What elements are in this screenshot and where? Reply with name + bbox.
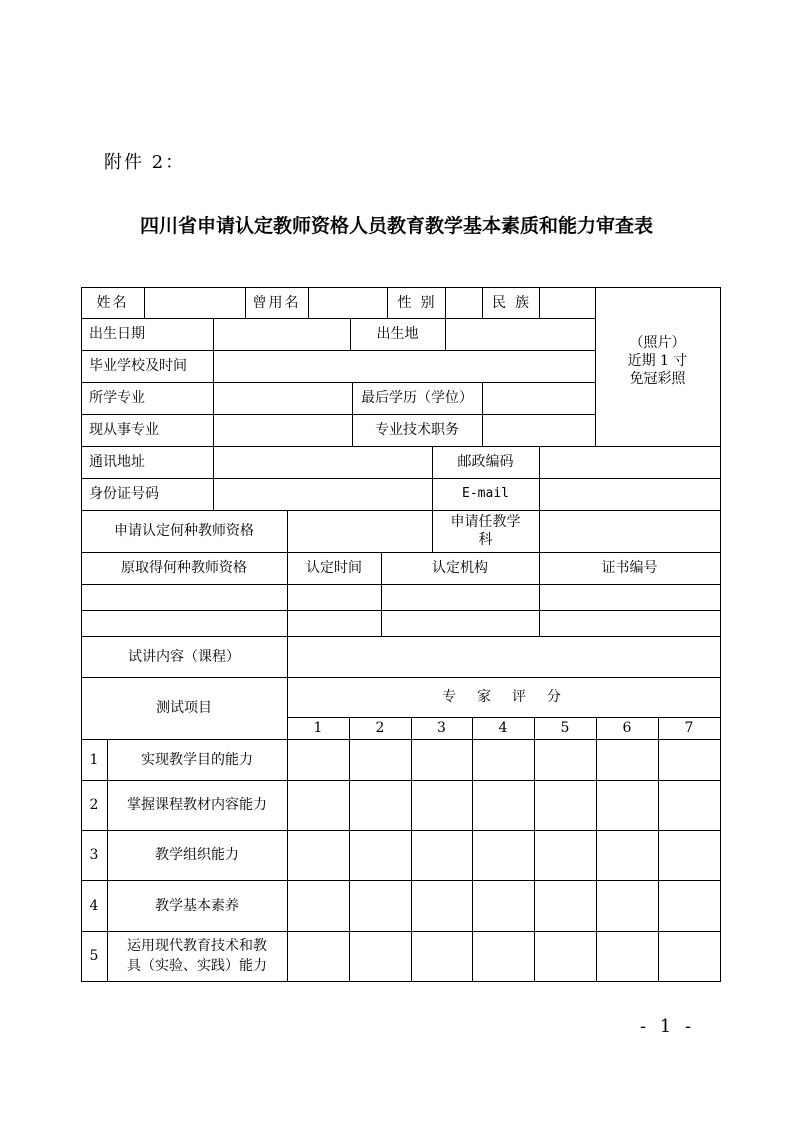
photo-label: （照片） [629,335,686,351]
item-number: 5 [89,948,99,964]
apply-subject-field[interactable] [539,510,720,552]
expert-score-header: 专 家 评 分 [442,689,565,705]
certifying-body-field[interactable] [381,584,539,610]
apply-qualification-field[interactable] [287,510,432,552]
photo-placeholder [595,318,720,414]
address-label: 通讯地址 [89,454,145,470]
table-border-line [658,717,659,982]
certified-time-field[interactable] [287,584,381,610]
birthplace-label: 出生地 [376,326,419,342]
name-label: 姓名 [96,295,129,311]
highest-degree-field[interactable] [482,382,595,414]
apply-subject-label-line: 申请任教学 [450,514,521,530]
trial-lecture-field[interactable] [287,636,720,677]
apply-subject-label-line: 科 [478,532,493,548]
email-field[interactable] [539,478,720,510]
form-title: 四川省申请认定教师资格人员教育教学基本素质和能力审查表 [139,215,653,237]
gender-field[interactable] [445,287,482,319]
current-profession-label: 现从事专业 [89,422,159,438]
item-label: 教学基本素养 [155,897,239,914]
certificate-number-field[interactable] [539,584,720,610]
birthplace-field[interactable] [445,318,595,350]
attachment-label: 附件 2： [104,152,186,173]
certified-time-header: 认定时间 [306,560,362,576]
current-profession-field[interactable] [213,414,352,446]
highest-degree-label: 最后学历（学位） [361,390,473,406]
photo-size-label: 近期 1 寸 [627,353,688,369]
certifying-body-field[interactable] [381,610,539,636]
item-number: 3 [89,847,99,863]
item-number: 4 [89,897,99,914]
page-number: - 1 - [640,1016,696,1037]
expert-column-header: 5 [560,720,570,736]
apply-subject-label [432,510,539,552]
name-field[interactable] [144,287,245,319]
original-qualification-field[interactable] [81,610,287,636]
table-border-line [411,717,412,982]
ethnicity-field[interactable] [539,287,595,319]
expert-column-header: 6 [622,720,632,736]
expert-column-header: 4 [498,720,508,736]
table-border-line [720,287,721,982]
professional-title-field[interactable] [482,414,595,446]
item-number: 1 [89,751,99,768]
postal-code-label: 邮政编码 [457,454,514,470]
id-number-field[interactable] [213,478,432,510]
professional-title-label: 专业技术职务 [375,422,459,438]
address-field[interactable] [213,446,432,478]
item-label: 掌握课程教材内容能力 [127,797,267,813]
graduated-school-label: 毕业学校及时间 [89,358,187,374]
table-border-line [596,717,597,982]
item-label [107,931,287,981]
former-name-field[interactable] [308,287,387,319]
postal-code-field[interactable] [539,446,720,478]
table-border-line [287,739,288,982]
former-name-label: 曾用名 [252,295,301,311]
item-number: 2 [89,797,99,813]
item-label: 教学组织能力 [155,847,239,863]
table-border-line [534,717,535,982]
trial-lecture-label: 试讲内容（课程） [128,648,240,665]
photo-type-label: 免冠彩照 [629,371,686,387]
table-border-line [349,717,350,982]
certifying-body-header: 认定机构 [432,560,488,576]
original-qualification-header: 原取得何种教师资格 [121,560,247,576]
original-qualification-field[interactable] [81,584,287,610]
expert-column-header: 2 [375,720,385,736]
birth-date-label: 出生日期 [89,326,145,342]
email-label: E-mail [462,486,509,501]
test-items-header: 测试项目 [156,700,212,716]
table-border-line [81,981,721,982]
ethnicity-label: 民 族 [492,295,529,311]
apply-qualification-label: 申请认定何种教师资格 [114,523,254,539]
id-number-label: 身份证号码 [89,486,159,502]
major-label: 所学专业 [89,390,145,406]
table-border-line [472,717,473,982]
expert-column-header: 3 [437,720,446,736]
graduated-school-field[interactable] [213,350,595,382]
birth-date-field[interactable] [213,318,350,350]
gender-label: 性 别 [397,295,435,311]
certificate-number-header: 证书编号 [601,560,658,576]
certificate-number-field[interactable] [539,610,720,636]
item-label: 实现教学目的能力 [141,751,253,768]
major-field[interactable] [213,382,352,414]
expert-column-header: 7 [684,720,694,736]
certified-time-field[interactable] [287,610,381,636]
item-label-line: 具（实验、实践）能力 [127,958,267,974]
expert-column-header: 1 [313,720,323,736]
item-label-line: 运用现代教育技术和教 [127,938,267,954]
